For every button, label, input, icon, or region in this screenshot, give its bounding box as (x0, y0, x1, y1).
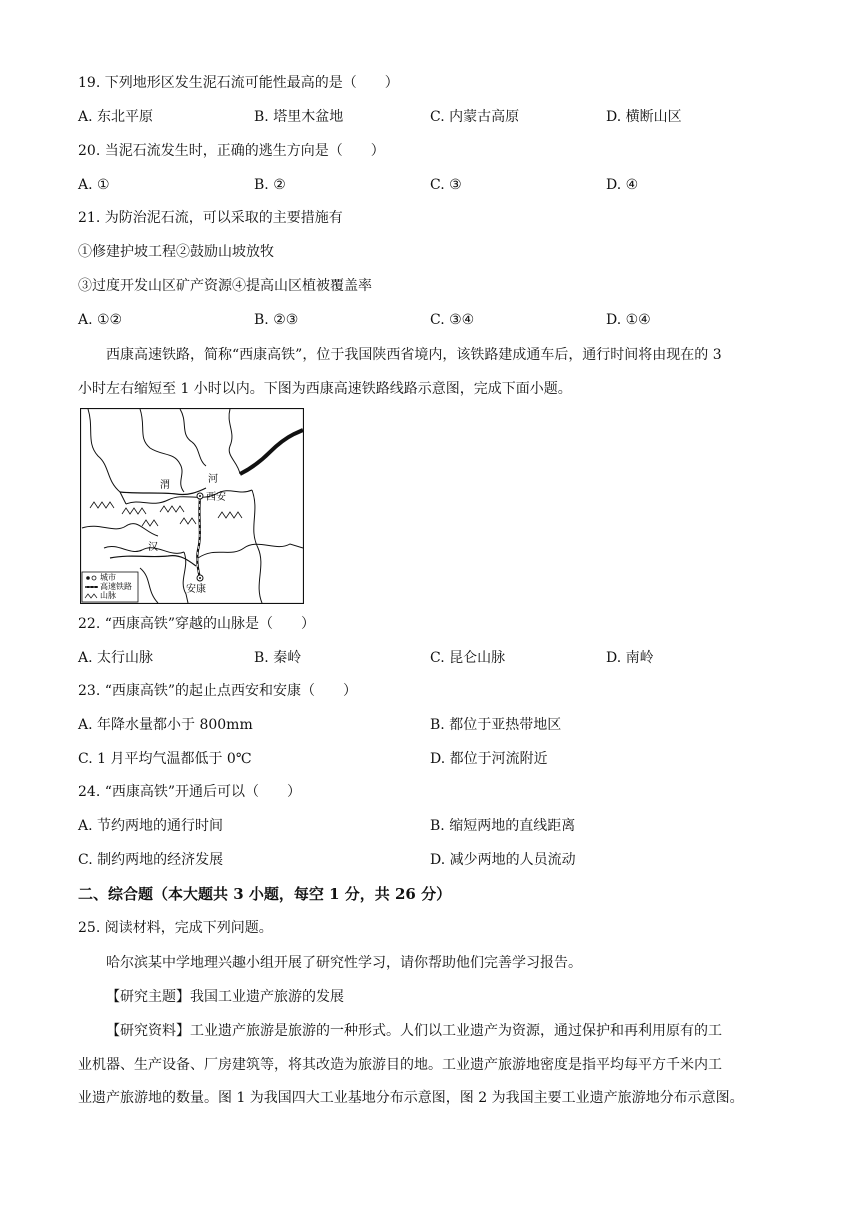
q24-stem: 24. “西康高铁”开通后可以（ ） (78, 784, 302, 800)
label-wei: 渭 (160, 480, 170, 491)
q23-option-b: B. 都位于亚热带地区 (430, 717, 562, 733)
q21-option-a: A. ①② (78, 312, 123, 328)
q21-stem: 21. 为防治泥石流，可以采取的主要措施有 (78, 210, 343, 226)
q19-option-d: D. 横断山区 (606, 109, 682, 125)
q23-option-c: C. 1 月平均气温都低于 0℃ (78, 751, 252, 767)
q22-option-c: C. 昆仑山脉 (430, 650, 506, 666)
q25-topic: 【研究主题】我国工业遗产旅游的发展 (106, 989, 344, 1005)
q21-option-b: B. ②③ (254, 312, 299, 328)
q25-material-line1: 【研究资料】工业遗产旅游是旅游的一种形式。人们以工业遗产为资源，通过保护和再利用原有的工 (106, 1023, 722, 1039)
q19-option-b: B. 塔里木盆地 (254, 109, 344, 125)
q25-intro: 哈尔滨某中学地理兴趣小组开展了研究性学习，请你帮助他们完善学习报告。 (106, 955, 582, 971)
q21-choices-line2: ③过度开发山区矿产资源④提高山区植被覆盖率 (78, 278, 372, 294)
q23-stem: 23. “西康高铁”的起止点西安和安康（ ） (78, 683, 358, 699)
q20-option-c: C. ③ (430, 177, 462, 193)
xikang-railway-map (80, 408, 304, 604)
q24-option-d: D. 减少两地的人员流动 (430, 852, 576, 868)
label-han: 汉 (148, 542, 158, 553)
q21-option-c: C. ③④ (430, 312, 475, 328)
label-ankang: 安康 (186, 584, 206, 595)
q22-option-a: A. 太行山脉 (78, 650, 154, 666)
q19-stem: 19. 下列地形区发生泥石流可能性最高的是（ ） (78, 75, 399, 91)
q21-choices-line1: ①修建护坡工程②鼓励山坡放牧 (78, 244, 274, 260)
q20-stem: 20. 当泥石流发生时，正确的逃生方向是（ ） (78, 143, 385, 159)
q21-option-d: D. ①④ (606, 312, 651, 328)
legend-mountain: 山脉 (100, 591, 116, 600)
q19-option-c: C. 内蒙古高原 (430, 109, 520, 125)
section2-heading: 二、综合题（本大题共 3 小题，每空 1 分，共 26 分） (78, 885, 452, 903)
q24-option-a: A. 节约两地的通行时间 (78, 818, 224, 834)
q23-option-d: D. 都位于河流附近 (430, 751, 548, 767)
q24-option-b: B. 缩短两地的直线距离 (430, 818, 576, 834)
label-he: 河 (208, 474, 218, 485)
q20-option-a: A. ① (78, 177, 110, 193)
q23-option-a: A. 年降水量都小于 800mm (78, 717, 253, 733)
map-legend (82, 572, 138, 602)
q19-option-a: A. 东北平原 (78, 109, 154, 125)
q22-stem: 22. “西康高铁”穿越的山脉是（ ） (78, 616, 316, 632)
q25-material-line2: 业机器、生产设备、厂房建筑等，将其改造为旅游目的地。工业遗产旅游地密度是指平均每平方千米内工 (78, 1057, 722, 1073)
passage-line2: 小时左右缩短至 1 小时以内。下图为西康高速铁路线路示意图，完成下面小题。 (78, 381, 572, 397)
q22-option-d: D. 南岭 (606, 650, 654, 666)
legend-city: 城市 (100, 573, 116, 582)
q25-stem: 25. 阅读材料，完成下列问题。 (78, 920, 273, 936)
legend-rail: 高速铁路 (100, 582, 132, 591)
q22-option-b: B. 秦岭 (254, 650, 302, 666)
q25-material-line3: 业遗产旅游地的数量。图 1 为我国四大工业基地分布示意图，图 2 为我国主要工业遗产旅游地分布示意图。 (78, 1090, 744, 1106)
q24-option-c: C. 制约两地的经济发展 (78, 852, 224, 868)
passage-line1: 西康高速铁路，简称“西康高铁”，位于我国陕西省境内，该铁路建成通车后，通行时间将由现在的 3 (106, 347, 722, 363)
q20-option-b: B. ② (254, 177, 286, 193)
q20-option-d: D. ④ (606, 177, 639, 193)
label-xian: 西安 (206, 492, 226, 503)
